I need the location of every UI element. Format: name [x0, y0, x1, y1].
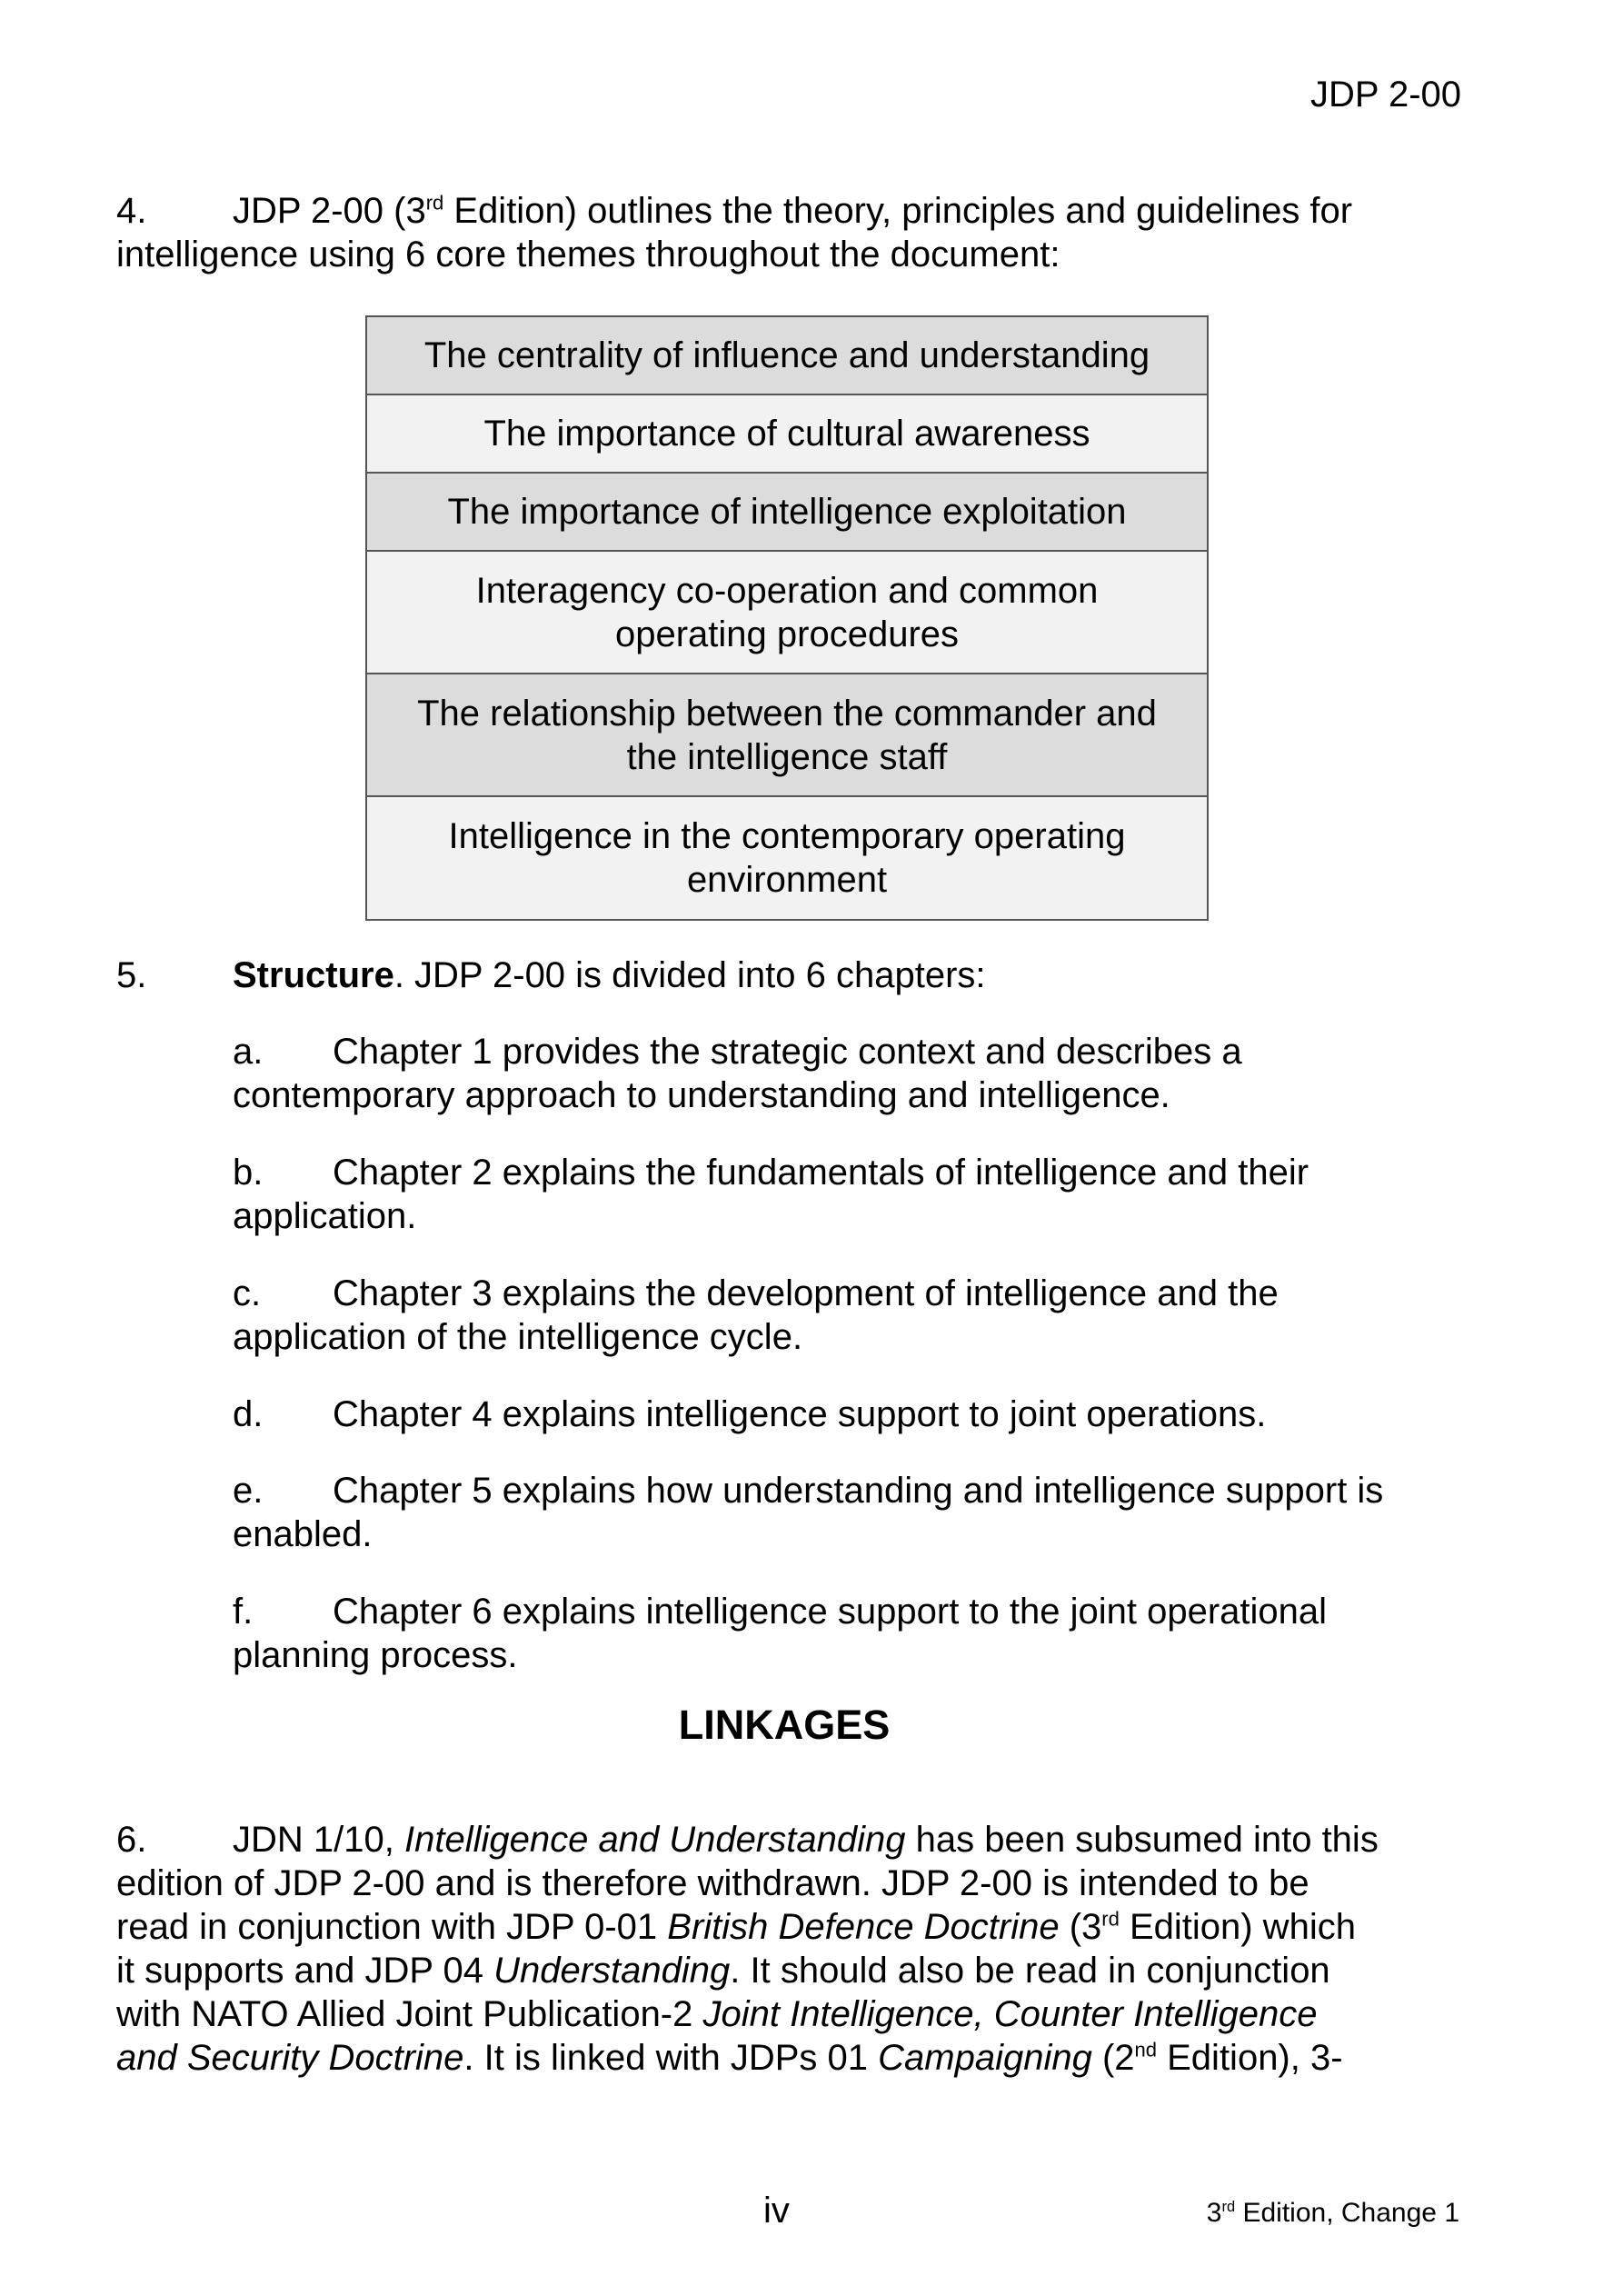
- edition-label: [1207, 2198, 1459, 2229]
- para-text: . It is linked with JDPs 01: [463, 2038, 879, 2078]
- superscript: nd: [1134, 2038, 1158, 2061]
- theme-text: The importance of intelligence exploitation: [447, 492, 1127, 532]
- list-item-text: Chapter 5 explains how understanding and intelligence support is: [333, 1471, 1384, 1511]
- theme-row: [367, 797, 1207, 919]
- para-text: . It should also be read in conjunction: [730, 1951, 1330, 1991]
- para-text: read in conjunction with JDP 0-01: [116, 1907, 668, 1947]
- paragraph-4: [116, 189, 1452, 276]
- list-item-letter: e.: [233, 1471, 264, 1511]
- list-item-text: Chapter 4 explains intelligence support to joint operations.: [333, 1394, 1267, 1434]
- paragraph-4-text-b: Edition) outlines the theory, principles and guidelines for: [443, 191, 1353, 231]
- paragraph-4-text-a: JDP 2-00 (3: [233, 191, 426, 231]
- theme-row: [367, 395, 1207, 474]
- superscript: rd: [1221, 2199, 1236, 2215]
- para-text-italic: Intelligence and Understanding: [403, 1820, 906, 1860]
- theme-text: environment: [686, 860, 888, 900]
- para-text: with NATO Allied Joint Publication-2: [116, 1994, 703, 2034]
- theme-text: Intelligence in the contemporary operating: [448, 816, 1126, 856]
- theme-row: [367, 674, 1207, 797]
- paragraph-6: [116, 1818, 1452, 2080]
- list-item: [233, 1030, 1459, 1117]
- core-themes-table: [365, 315, 1209, 921]
- para-text-italic: Understanding: [493, 1951, 731, 1991]
- para-text: edition of JDP 2-00 and is therefore withdrawn. JDP 2-00 is intended to be: [116, 1863, 1309, 1903]
- superscript: rd: [425, 191, 444, 215]
- list-item: [233, 1590, 1459, 1677]
- list-item: [233, 1272, 1459, 1359]
- edition-text: Edition, Change 1: [1235, 2198, 1459, 2228]
- list-item-text: enabled.: [233, 1514, 373, 1554]
- list-item: [233, 1151, 1459, 1238]
- page-number: iv: [763, 2191, 790, 2231]
- theme-row: [367, 552, 1207, 674]
- theme-text: operating procedures: [614, 614, 960, 654]
- para-text: JDN 1/10,: [233, 1820, 404, 1860]
- list-item-text: Chapter 3 explains the development of intelligence and the: [333, 1273, 1279, 1313]
- list-item: [233, 1469, 1459, 1556]
- theme-text: The relationship between the commander and: [417, 693, 1157, 734]
- para-text-italic: and Security Doctrine: [116, 2038, 464, 2078]
- para-text: Edition), 3-: [1157, 2038, 1343, 2078]
- theme-text: the intelligence staff: [626, 736, 948, 777]
- list-item-text: application of the intelligence cycle.: [233, 1317, 803, 1357]
- list-item-letter: f.: [233, 1592, 254, 1632]
- para-text-italic: British Defence Doctrine: [667, 1907, 1060, 1947]
- theme-row: [367, 474, 1207, 552]
- edition-text: 3: [1206, 2198, 1222, 2228]
- list-item-text: Chapter 1 provides the strategic context and describes a: [333, 1032, 1242, 1072]
- theme-row: [367, 317, 1207, 395]
- paragraph-5: [116, 953, 1452, 997]
- theme-text: Interagency co-operation and common: [475, 570, 1099, 611]
- paragraph-5-title: Structure: [233, 955, 394, 995]
- paragraph-4-line-1: [116, 189, 1452, 233]
- list-item-text: contemporary approach to understanding and intelligence.: [233, 1075, 1170, 1115]
- paragraph-number: 5.: [116, 955, 147, 995]
- paragraph-5-text: . JDP 2-00 is divided into 6 chapters:: [393, 955, 986, 995]
- paragraph-4-line-2: intelligence using 6 core themes throughout the document:: [116, 235, 1060, 275]
- para-text: has been subsumed into this: [905, 1820, 1379, 1860]
- para-text: (3: [1059, 1907, 1102, 1947]
- theme-text: The importance of cultural awareness: [483, 414, 1090, 454]
- theme-text: The centrality of influence and understanding: [423, 335, 1150, 375]
- paragraph-number: 4.: [116, 191, 147, 231]
- list-item-text: application.: [233, 1196, 417, 1236]
- para-text: Edition) which: [1119, 1907, 1356, 1947]
- para-text-italic: Joint Intelligence, Counter Intelligence: [702, 1994, 1318, 2034]
- list-item: [233, 1393, 1459, 1436]
- list-item-text: Chapter 6 explains intelligence support to the joint operational: [333, 1592, 1328, 1632]
- list-item-text: Chapter 2 explains the fundamentals of intelligence and their: [333, 1153, 1309, 1193]
- list-item-letter: b.: [233, 1153, 264, 1193]
- running-header: JDP 2-00: [1309, 75, 1461, 115]
- list-item-text: planning process.: [233, 1635, 518, 1675]
- para-text-italic: Campaigning: [878, 2038, 1092, 2078]
- list-item-letter: c.: [233, 1273, 262, 1313]
- paragraph-number: 6.: [116, 1820, 147, 1860]
- list-item-letter: a.: [233, 1032, 264, 1072]
- section-heading: LINKAGES: [678, 1702, 891, 1748]
- superscript: rd: [1101, 1907, 1120, 1931]
- para-text: (2: [1091, 2038, 1135, 2078]
- list-item-letter: d.: [233, 1394, 264, 1434]
- para-text: it supports and JDP 04: [116, 1951, 494, 1991]
